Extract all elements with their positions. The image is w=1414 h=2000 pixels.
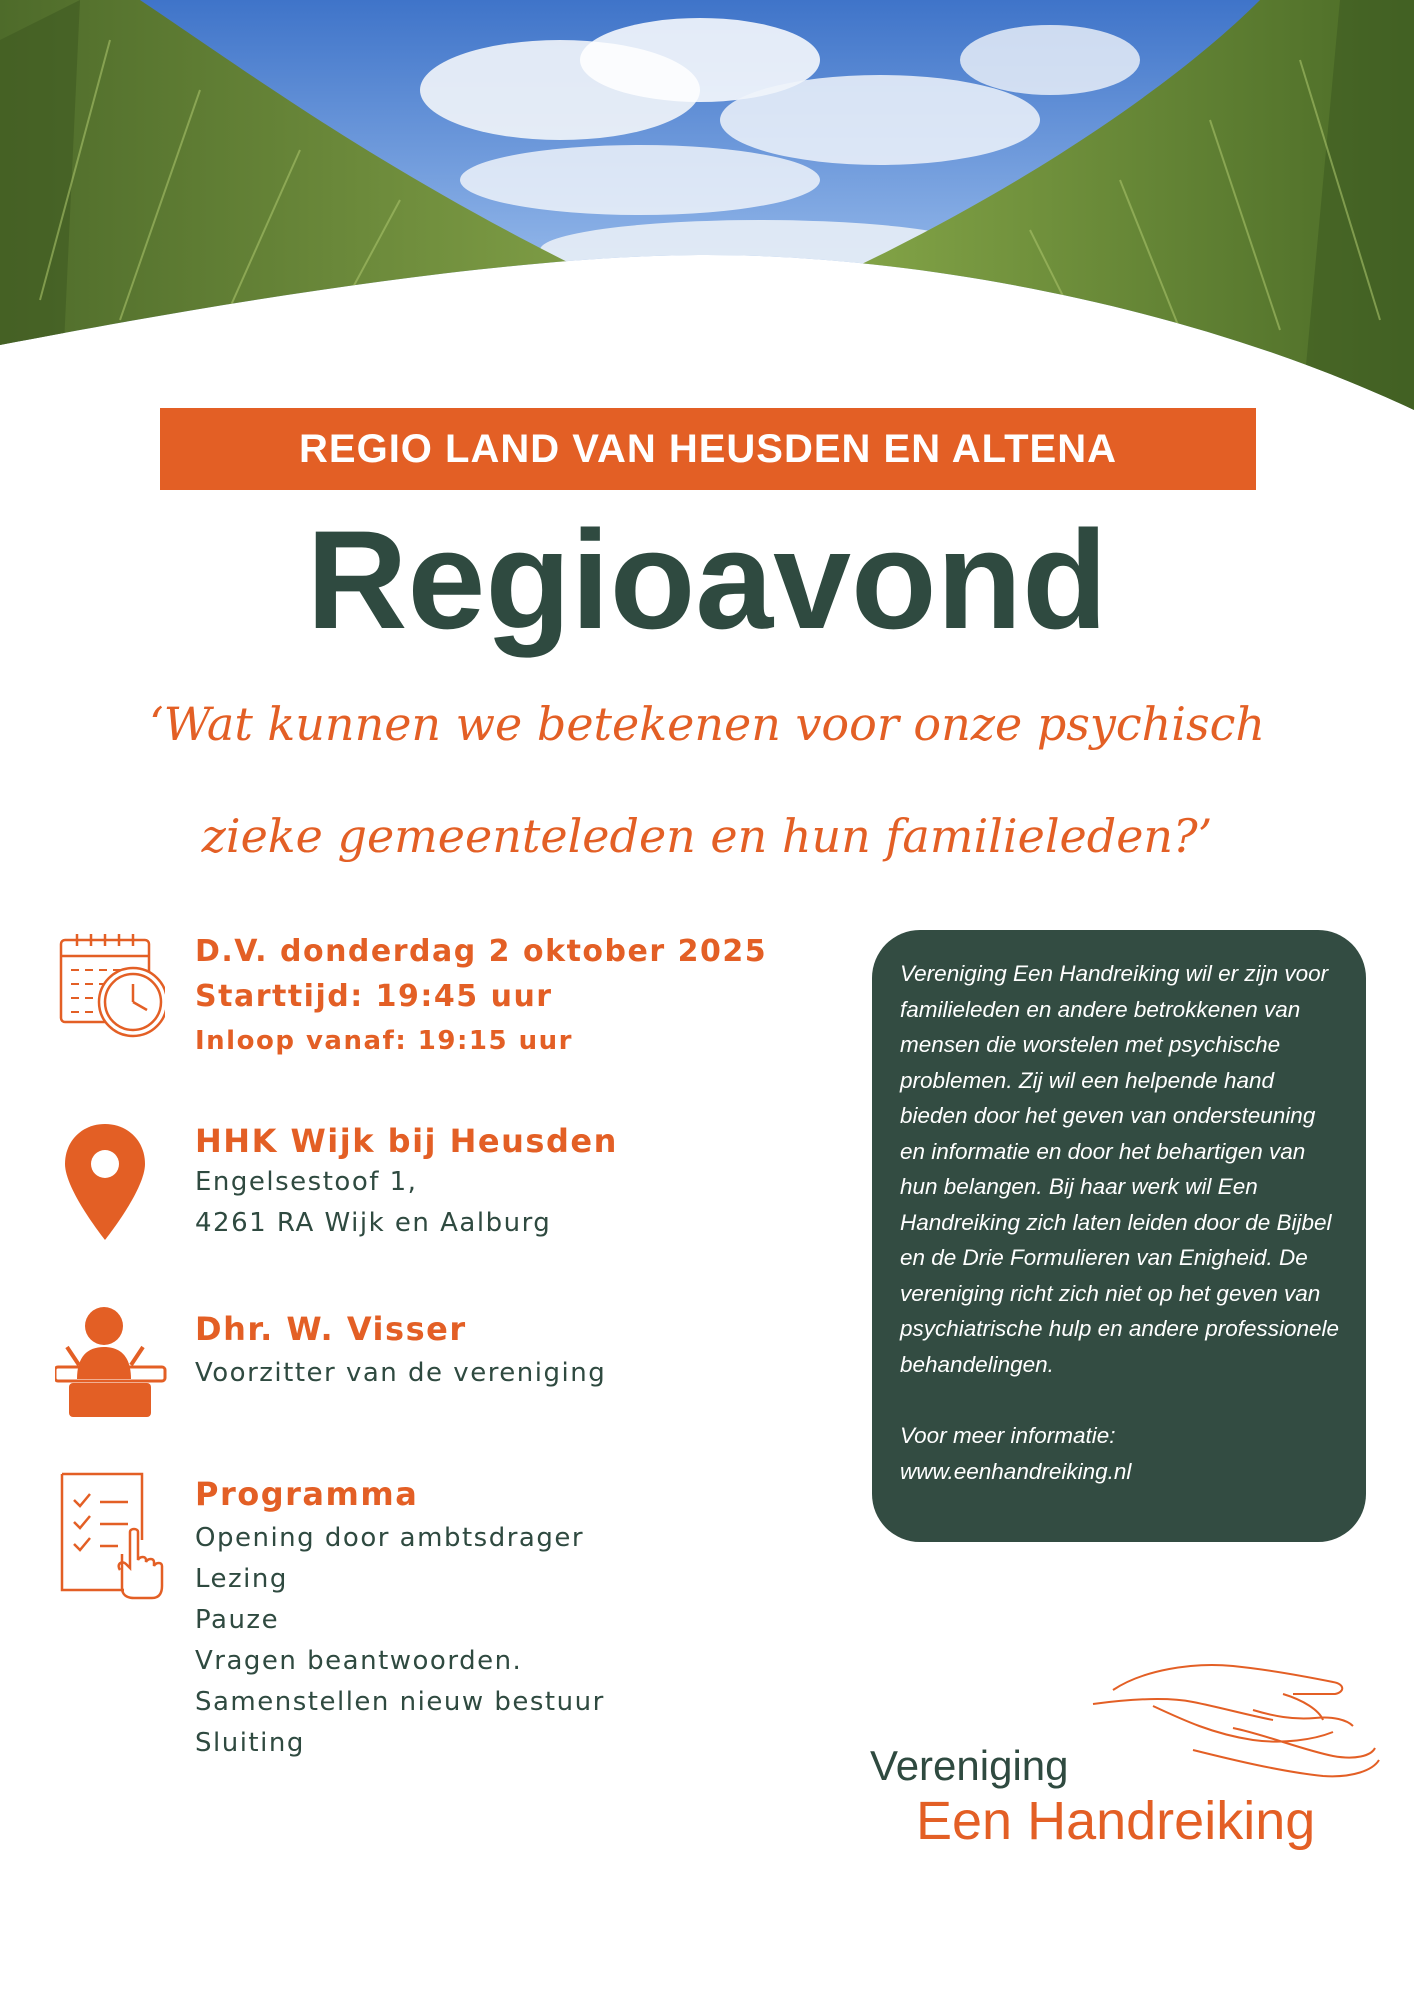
event-date: D.V. donderdag 2 oktober 2025: [195, 934, 768, 969]
program-heading: Programma: [195, 1475, 419, 1513]
location-city: 4261 RA Wijk en Aalburg: [195, 1208, 552, 1238]
date-text: [195, 930, 815, 1062]
speaker-name: Dhr. W. Visser: [195, 1310, 467, 1348]
speaker-role: Voorzitter van de vereniging: [195, 1358, 607, 1388]
program-item: Opening door ambtsdrager: [195, 1523, 585, 1553]
location-pin-icon: [60, 1120, 150, 1249]
program-item: Samenstellen nieuw bestuur: [195, 1687, 605, 1717]
date-section: [55, 930, 815, 1060]
page-title: Regioavond: [306, 501, 1108, 658]
association-logo: [868, 1660, 1378, 1860]
logo-text-line-2: Een Handreiking: [916, 1791, 1316, 1851]
location-name: HHK Wijk bij Heusden: [195, 1122, 618, 1160]
location-text: [195, 1120, 815, 1244]
association-info-box: [872, 930, 1366, 1542]
program-item: Sluiting: [195, 1728, 305, 1758]
speaker-section: [55, 1305, 815, 1425]
start-time: Starttijd: 19:45 uur: [195, 979, 553, 1014]
association-description: Vereniging Een Handreiking wil er zijn voor familieleden en andere betrokkenen van mensen die worstelen met psychische problemen. Zij wil een helpende hand bieden door het geven van ondersteuning en informatie en door het behartigen van hun belangen. Bij haar werk wil Een Handreiking zich laten leiden door de Bijbel en de Drie Formulieren van Enigheid. De vereniging richt zich niet op het geven van psychiatrische hulp en andere professionele behandelingen.: [900, 961, 1340, 1377]
website-link[interactable]: www.eenhandreiking.nl: [900, 1458, 1132, 1484]
program-item: Pauze: [195, 1605, 280, 1635]
more-info-label: Voor meer informatie:: [900, 1423, 1116, 1448]
program-item: Lezing: [195, 1564, 288, 1594]
location-street: Engelsestoof 1,: [195, 1167, 418, 1197]
speaker-text: [195, 1305, 815, 1394]
program-item: Vragen beantwoorden.: [195, 1646, 523, 1676]
location-section: [55, 1120, 815, 1250]
hands-icon: [1083, 1660, 1383, 1794]
event-question: [120, 668, 1294, 892]
event-question-line-1: ‘Wat kunnen we betekenen voor onze psychisch: [149, 697, 1265, 751]
calendar-clock-icon: [55, 930, 165, 1044]
hero-image: [0, 0, 1414, 430]
logo-text-line-1: Vereniging: [870, 1742, 1069, 1789]
checklist-icon: [60, 1470, 170, 1604]
region-banner: REGIO LAND VAN HEUSDEN EN ALTENA: [160, 408, 1256, 490]
walk-in-time: Inloop vanaf: 19:15 uur: [195, 1026, 573, 1056]
program-text: [195, 1470, 815, 1764]
speaker-podium-icon: [55, 1305, 170, 1424]
program-section: [55, 1470, 815, 1770]
event-question-line-2: zieke gemeenteleden en hun familieleden?’: [201, 809, 1213, 863]
